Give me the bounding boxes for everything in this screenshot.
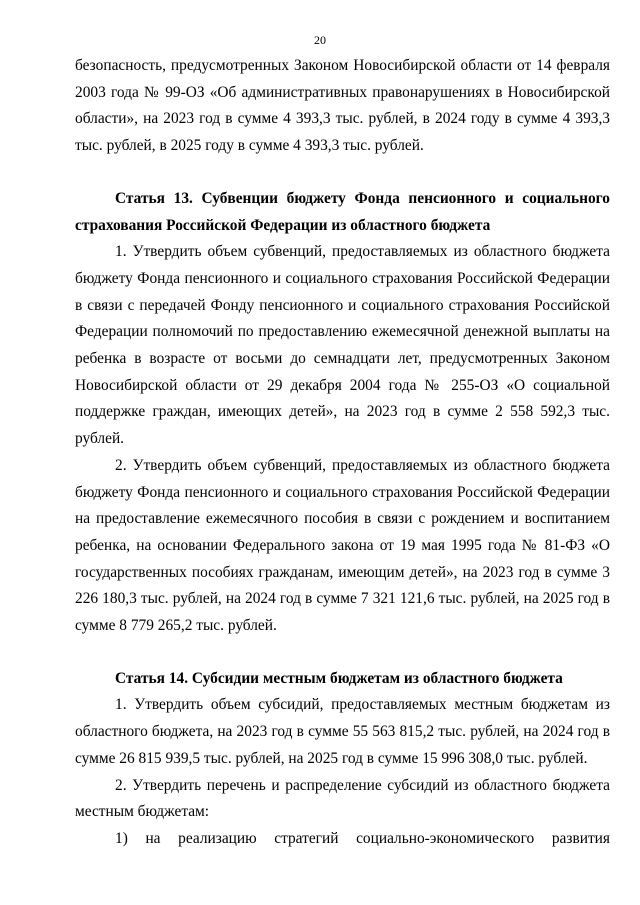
article-14-title: Статья 14. Субсидии местным бюджетам из областного бюджета bbox=[115, 669, 563, 687]
intro-paragraph: безопасность, предусмотренных Законом Новосибирской области от 14 февраля 2003 года № 99-ОЗ «Об административных правонарушениях в Новосибирской области», на 2023 год в сумме 4 393,3 тыс. рублей, в 2024 году в сумме 4 393,3 тыс. рублей, в 2025 году в сумме 4 393,3 тыс. рублей. bbox=[75, 57, 610, 155]
article-13-paragraph-2: 2. Утвердить объем субвенций, предоставляемых из областного бюджета бюджету Фонда пенсионного и социального страхования Российской Федерации на предоставление ежемесячного пособия в связи с рождением и воспитанием ребенка, на основании Федерального закона от 19 мая 1995 года № 81-ФЗ «О государственных пособиях гражданам, имеющим детей», на 2023 год в сумме 3 226 180,3 тыс. рублей, на 2024 год в сумме 7 321 121,6 тыс. рублей, на 2025 год в сумме 8 779 265,2 тыс. рублей. bbox=[75, 456, 610, 635]
page-number: 20 bbox=[314, 33, 326, 47]
article-14-paragraph-2: 2. Утвердить перечень и распределение субсидий из областного бюджета местным бюджетам: bbox=[75, 776, 610, 821]
article-13-title: Статья 13. Субвенции бюджету Фонда пенсионного и социального страхования Российской Федерации из областного бюджета bbox=[75, 189, 610, 234]
article-14-list-item-1: 1) на реализацию стратегий социально-экономического развития bbox=[115, 829, 610, 847]
section-gap bbox=[75, 640, 610, 666]
section-gap bbox=[75, 160, 610, 186]
article-14-paragraph-1: 1. Утвердить объем субсидий, предоставляемых местным бюджетам из областного бюджета, на 2023 год в сумме 55 563 815,2 тыс. рублей, на 2024 год в сумме 26 815 939,5 тыс. рублей, на 2025 год в сумме 15 996 308,0 тыс. рублей. bbox=[75, 696, 610, 767]
article-13-paragraph-1: 1. Утвердить объем субвенций, предоставляемых из областного бюджета бюджету Фонда пенсионного и социального страхования Российской Федерации в связи с передачей Фонду пенсионного и социального страхования Российской Федерации полномочий по предоставлению ежемесячной денежной выплаты на ребенка в возрасте от восьми до семнадцати лет, предусмотренных Законом Новосибирской области от 29 декабря 2004 года № 255-ОЗ «О социальной поддержке граждан, имеющих детей», на 2023 год в сумме 2 558 592,3 тыс. рублей. bbox=[75, 243, 610, 448]
document-body bbox=[75, 53, 610, 853]
